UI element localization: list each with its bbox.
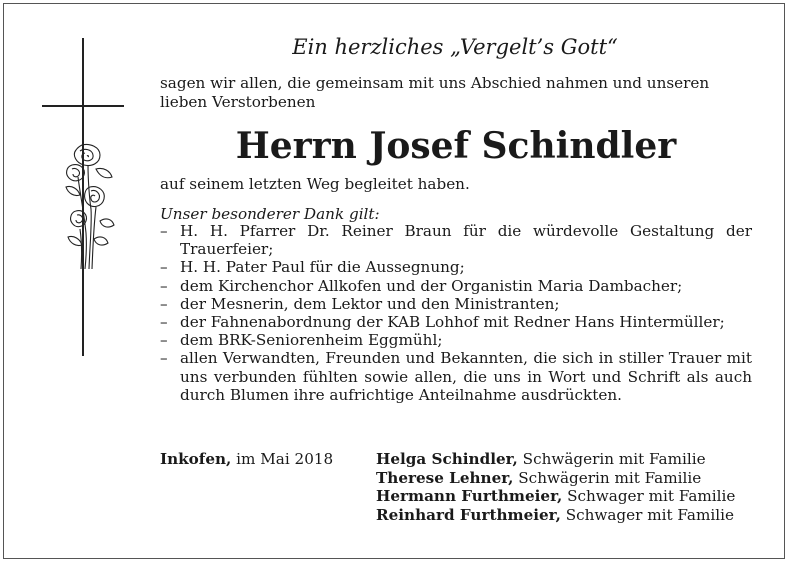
place-date	[160, 450, 333, 469]
signer-name: Helga Schindler,	[376, 450, 518, 468]
signer-relation: Schwägerin mit Familie	[522, 450, 706, 468]
thanks-list	[160, 222, 752, 404]
list-item-text: der Fahnenabordnung der KAB Lohhof mit Redner Hans Hintermüller;	[180, 313, 725, 332]
list-item	[160, 295, 752, 313]
dash-bullet: –	[160, 313, 168, 332]
list-item	[160, 277, 752, 295]
signer-relation: Schwager mit Familie	[567, 487, 736, 506]
signers-list	[376, 450, 754, 525]
dash-bullet: –	[160, 222, 168, 240]
list-item-text: allen Verwandten, Freunden und Bekannten, die sich in stiller Trauer mit uns verbunden fühlten sowie allen, die uns in Wort und Schrift als auch durch Blumen ihre aufrichtige Anteilnahme ausdrückten.	[180, 349, 752, 404]
dash-bullet: –	[160, 294, 168, 313]
notice-heading: Ein herzliches „Vergelt’s Gott“	[292, 35, 618, 59]
thanks-heading: Unser besonderer Dank gilt:	[160, 205, 380, 223]
list-item-text: dem BRK-Seniorenheim Eggmühl;	[180, 331, 443, 350]
list-item-text: H. H. Pfarrer Dr. Reiner Braun für die würdevolle Gestaltung der Trauerfeier;	[180, 222, 752, 259]
after-name-text: auf seinem letzten Weg begleitet haben.	[160, 175, 470, 193]
cross-horizontal-beam	[42, 105, 124, 107]
intro-text: sagen wir allen, die gemeinsam mit uns Abschied nahmen und unseren lieben Verstorbenen	[160, 74, 710, 111]
list-item	[160, 222, 752, 258]
list-item-text: H. H. Pater Paul für die Aussegnung;	[180, 258, 465, 277]
list-item	[160, 349, 752, 404]
signer-row	[376, 450, 754, 469]
dash-bullet: –	[160, 349, 168, 368]
date-text: im Mai 2018	[236, 450, 334, 468]
dash-bullet: –	[160, 276, 168, 295]
signer-row	[376, 506, 754, 525]
signer-row	[376, 469, 754, 488]
list-item-text: dem Kirchenchor Allkofen und der Organistin Maria Dambacher;	[180, 276, 683, 295]
signer-row	[376, 487, 754, 506]
dash-bullet: –	[160, 258, 168, 277]
list-item-text: der Mesnerin, dem Lektor und den Ministranten;	[180, 294, 560, 313]
signer-relation: Schwager mit Familie	[565, 506, 734, 525]
deceased-name: Herrn Josef Schindler	[235, 125, 677, 167]
signer-name: Therese Lehner,	[376, 468, 514, 487]
signer-name: Hermann Furthmeier,	[376, 487, 563, 506]
list-item	[160, 313, 752, 331]
list-item	[160, 331, 752, 349]
signer-name: Reinhard Furthmeier,	[376, 506, 561, 525]
dash-bullet: –	[160, 331, 168, 350]
roses-icon	[60, 143, 118, 271]
signer-relation: Schwägerin mit Familie	[518, 468, 702, 487]
list-item	[160, 258, 752, 276]
place-name: Inkofen,	[160, 450, 232, 468]
